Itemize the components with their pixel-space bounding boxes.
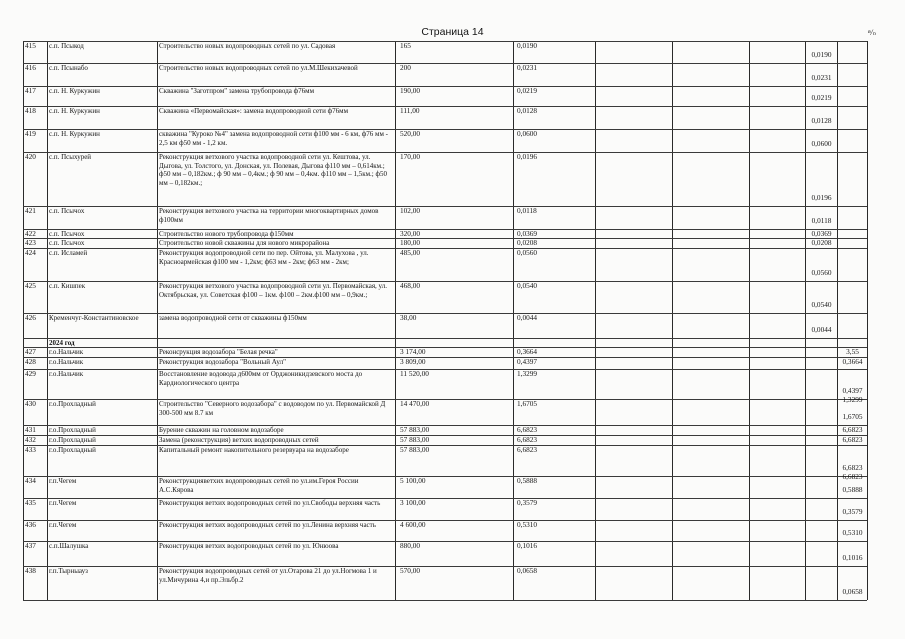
row-number: 436 <box>25 521 36 529</box>
row-number: 418 <box>25 107 36 115</box>
row-number: 428 <box>25 358 36 366</box>
amount-cell: 3 100,00 <box>400 499 426 507</box>
amount-cell: 880,00 <box>400 542 421 550</box>
amount-cell: 190,00 <box>400 87 421 95</box>
table-column-rule <box>47 41 48 600</box>
year-value-cell: 0,3664 <box>842 358 863 366</box>
table-column-rule <box>749 41 750 600</box>
description-cell: Реконсрукция водозабора "Белая речка" <box>159 348 278 356</box>
description-cell: Восстановление водовода д600мм от Орджоникидзевского моста до Кардиологического центра <box>159 370 363 387</box>
description-cell: Скважина «Первомайская»: замена водопроводной сети ф76мм <box>159 107 349 115</box>
settlement-cell: г.п.Чегем <box>49 477 77 485</box>
row-number: 431 <box>25 426 36 434</box>
share-cell: 0,0118 <box>517 207 537 215</box>
year-value-cell: 6,6823 <box>842 426 863 434</box>
share-cell: 1,3299 <box>517 370 538 378</box>
table-column-rule <box>157 41 158 600</box>
row-number: 426 <box>25 314 36 322</box>
description-cell: Строительство новой скважины для нового микрорайона <box>159 239 330 247</box>
settlement-cell: г.о.Нальчик <box>49 348 84 356</box>
share-cell: 0,0540 <box>517 282 538 290</box>
settlement-cell: г.о.Нальчик <box>49 358 84 366</box>
year-value-cell: 0,0369 <box>811 230 832 238</box>
table-column-rule <box>513 41 514 600</box>
row-number: 437 <box>25 542 36 550</box>
share-cell: 6,6823 <box>517 426 538 434</box>
share-cell: 0,0658 <box>517 567 538 575</box>
year-value-cell: 0,0118 <box>811 217 832 225</box>
settlement-cell: 2024 год <box>49 339 75 347</box>
year-value-cell: 6,6823 6,6823 <box>842 464 863 481</box>
row-number: 415 <box>25 42 36 50</box>
amount-cell: 485,00 <box>400 249 421 257</box>
amount-cell: 468,00 <box>400 282 421 290</box>
year-value-cell: 0,5888 <box>842 486 863 494</box>
year-value-cell: 0,0560 <box>811 269 832 277</box>
description-cell: Реконструкция водозабора "Вольный Аул" <box>159 358 286 366</box>
description-cell: замена водопроводной сети от скважины ф150мм <box>159 314 307 322</box>
amount-cell: 38,00 <box>400 314 417 322</box>
year-value-cell: 0,0658 <box>842 588 863 596</box>
share-cell <box>517 339 593 347</box>
description-cell: Строительство "Северного водозабора" с водоводом по ул. Первомайской Д 300-500 мм 8.7 км <box>159 400 386 417</box>
settlement-cell: с.п. Псычох <box>49 207 85 215</box>
row-number: 433 <box>25 446 36 454</box>
settlement-cell: с.п. Исламей <box>49 249 88 257</box>
amount-cell: 5 100,00 <box>400 477 426 485</box>
description-cell: Строительство нового трубопровода ф150мм <box>159 230 294 238</box>
description-cell: Реконструкция водопроводной сети по пер. Ойтова, ул. Малухова , ул. Красноармейская ф100 мм - 1,2км; ф63 мм - 2км; ф63 мм - 2км; <box>159 249 369 266</box>
share-cell: 0,0600 <box>517 130 538 138</box>
settlement-cell: г.п.Чегем <box>49 499 77 507</box>
settlement-cell: г.о.Нальчик <box>49 370 84 378</box>
row-number: 425 <box>25 282 36 290</box>
year-value-cell: 0,0540 <box>811 301 832 309</box>
share-cell: 6,6823 <box>517 436 538 444</box>
amount-cell <box>400 339 510 347</box>
settlement-cell: г.п.Чегем <box>49 521 77 529</box>
share-cell: 0,4397 <box>517 358 538 366</box>
settlement-cell: г.о.Прохладный <box>49 446 96 454</box>
description-cell: Реконструкция ветхового участка водопроводной сети ул. Первомайская, ул. Октябрьская, ул. Советская ф100 – 1км. ф100 – 2км.ф100 мм – 0,9км.; <box>159 282 387 299</box>
description-cell: Реконструкция ветхового участка водопроводной сети ул. Кештова, ул. Дыгова, ул. Толстого, ул. Донская, ул. Полевая, Дыгова ф110 мм – 0,614км.; ф50 мм – 0,182км.; ф 90 мм – 0,4км.; ф 90 мм – 0,4км. ф110 мм – 1,5км.; ф50 мм – 0,182км.; <box>159 153 388 187</box>
amount-cell: 520,00 <box>400 130 421 138</box>
year-value-cell: 0,0219 <box>811 94 832 102</box>
amount-cell: 14 470,00 <box>400 400 430 408</box>
description-cell: Реконструкция ветхового участка на территории многоквартирных домов ф100мм <box>159 207 379 224</box>
year-value-cell: 0,0128 <box>811 117 832 125</box>
settlement-cell: г.п.Тырныауз <box>49 567 88 575</box>
row-number: 423 <box>25 239 36 247</box>
amount-cell: 57 883,00 <box>400 436 430 444</box>
row-number: 419 <box>25 130 36 138</box>
settlement-cell: с.п. Н. Куркужин <box>49 87 100 95</box>
settlement-cell: с.п. Псычох <box>49 230 85 238</box>
amount-cell: 57 883,00 <box>400 426 430 434</box>
row-number: 422 <box>25 230 36 238</box>
description-cell: Реконструкция водопроводных сетей от ул.Отарова 21 до ул.Ногмова 1 и ул.Мичурина 4,и пр.Эльбр.2 <box>159 567 377 584</box>
share-cell: 0,0231 <box>517 64 538 72</box>
table-column-rule <box>595 41 596 600</box>
description-cell <box>159 339 393 347</box>
settlement-cell: с.п. Псычох <box>49 239 85 247</box>
amount-cell: 320,00 <box>400 230 421 238</box>
share-cell: 0,0128 <box>517 107 538 115</box>
share-cell: 0,0196 <box>517 153 538 161</box>
settlement-cell: г.о.Прохладный <box>49 426 96 434</box>
share-cell: 0,3664 <box>517 348 538 356</box>
row-number: 424 <box>25 249 36 257</box>
table-column-rule <box>672 41 673 600</box>
table-column-rule <box>837 41 838 600</box>
description-cell: Реконструкцияветхих водопроводных сетей по ул.им.Героя России А.С.Кярова <box>159 477 359 494</box>
row-number: 421 <box>25 207 36 215</box>
share-cell: 0,0560 <box>517 249 538 257</box>
amount-cell: 57 883,00 <box>400 446 430 454</box>
share-cell: 0,5888 <box>517 477 538 485</box>
description-cell: Реконструкция ветхих водопроводных сетей по ул.Ленина верхняя часть <box>159 521 376 529</box>
amount-cell: 570,00 <box>400 567 421 575</box>
row-number: 432 <box>25 436 36 444</box>
table-row-rule <box>23 600 867 601</box>
description-cell: Капитальный ремонт накопительного резервуара на водозаборе <box>159 446 349 454</box>
settlement-cell: с.п. Н. Куркужин <box>49 107 100 115</box>
share-cell: 6,6823 <box>517 446 538 454</box>
description-cell: Реконструкция ветхих водопроводных сетей по ул.Свободы верхняя часть <box>159 499 381 507</box>
row-number: 427 <box>25 348 36 356</box>
year-value-cell: 0,0196 <box>811 194 832 202</box>
amount-cell: 3 809,00 <box>400 358 426 366</box>
row-number: 429 <box>25 370 36 378</box>
share-cell: 0,0044 <box>517 314 538 322</box>
row-number: 420 <box>25 153 36 161</box>
settlement-cell: г.о.Прохладный <box>49 400 96 408</box>
settlement-cell: с.п. Кишпек <box>49 282 86 290</box>
share-cell: 0,5310 <box>517 521 538 529</box>
year-value-cell: 0,1016 <box>842 554 863 562</box>
year-value-cell: 3,55 <box>846 348 859 356</box>
corner-mark: ⁿ/ₙ <box>868 28 876 37</box>
row-number: 435 <box>25 499 36 507</box>
settlement-cell: с.п. Псыхурей <box>49 153 92 161</box>
amount-cell: 200 <box>400 64 411 72</box>
share-cell: 0,0208 <box>517 239 538 247</box>
settlement-cell: с.п.Шалушка <box>49 542 89 550</box>
amount-cell: 170,00 <box>400 153 421 161</box>
amount-cell: 3 174,00 <box>400 348 426 356</box>
year-value-cell: 0,4397 1,3299 <box>842 387 863 404</box>
share-cell: 0,1016 <box>517 542 538 550</box>
row-number: 416 <box>25 64 36 72</box>
row-number: 438 <box>25 567 36 575</box>
year-value-cell: 6,6823 <box>842 436 863 444</box>
row-number <box>25 339 46 347</box>
page-title: Страница 14 <box>421 26 484 38</box>
row-number: 430 <box>25 400 36 408</box>
row-number: 417 <box>25 87 36 95</box>
year-value-cell: 0,0600 <box>811 140 832 148</box>
row-number: 434 <box>25 477 36 485</box>
share-cell: 0,3579 <box>517 499 538 507</box>
settlement-cell: с.п. Псынабо <box>49 64 88 72</box>
description-cell: Скважина "Заготпром" замена трубопровода ф76мм <box>159 87 315 95</box>
year-value-cell: 0,0044 <box>811 326 832 334</box>
year-value-cell: 0,0208 <box>811 239 832 247</box>
description-cell: Бурение скважин на головном водозаборе <box>159 426 284 434</box>
settlement-cell: Кременчуг-Константиновское <box>49 314 139 322</box>
table-column-rule <box>867 41 868 600</box>
year-value-cell: 0,0190 <box>811 51 832 59</box>
amount-cell: 165 <box>400 42 411 50</box>
settlement-cell: г.о.Прохладный <box>49 436 96 444</box>
share-cell: 0,0190 <box>517 42 538 50</box>
year-value-cell: 0,3579 <box>842 508 863 516</box>
year-value-cell: 1,6705 <box>842 413 863 421</box>
table-column-rule <box>805 41 806 600</box>
amount-cell: 111,00 <box>400 107 420 115</box>
settlement-cell: с.п. Псыкод <box>49 42 84 50</box>
share-cell: 1,6705 <box>517 400 538 408</box>
year-value-cell: 0,5310 <box>842 529 863 537</box>
amount-cell: 4 600,00 <box>400 521 426 529</box>
description-cell: скважина "Куроко №4" замена водопроводной сети ф100 мм - 6 км, ф76 мм - 2,5 км ф50 мм - 1,2 км. <box>159 130 388 147</box>
amount-cell: 180,00 <box>400 239 421 247</box>
settlement-cell: с.п. Н. Куркужин <box>49 130 100 138</box>
share-cell: 0,0369 <box>517 230 538 238</box>
description-cell: Строительство новых водопроводных сетей по ул. Садовая <box>159 42 336 50</box>
table-column-rule <box>395 41 396 600</box>
year-value-cell: 0,0231 <box>811 74 832 82</box>
amount-cell: 102,00 <box>400 207 421 215</box>
description-cell: Строительство новых водопроводных сетей по ул.М.Шекихачевой <box>159 64 358 72</box>
description-cell: Замена (реконструкция) ветхих водопроводных сетей <box>159 436 319 444</box>
description-cell: Реконструкция ветхих водопроводных сетей по ул. Юнюова <box>159 542 339 550</box>
amount-cell: 11 520,00 <box>400 370 429 378</box>
table-column-rule <box>23 41 24 600</box>
share-cell: 0,0219 <box>517 87 538 95</box>
